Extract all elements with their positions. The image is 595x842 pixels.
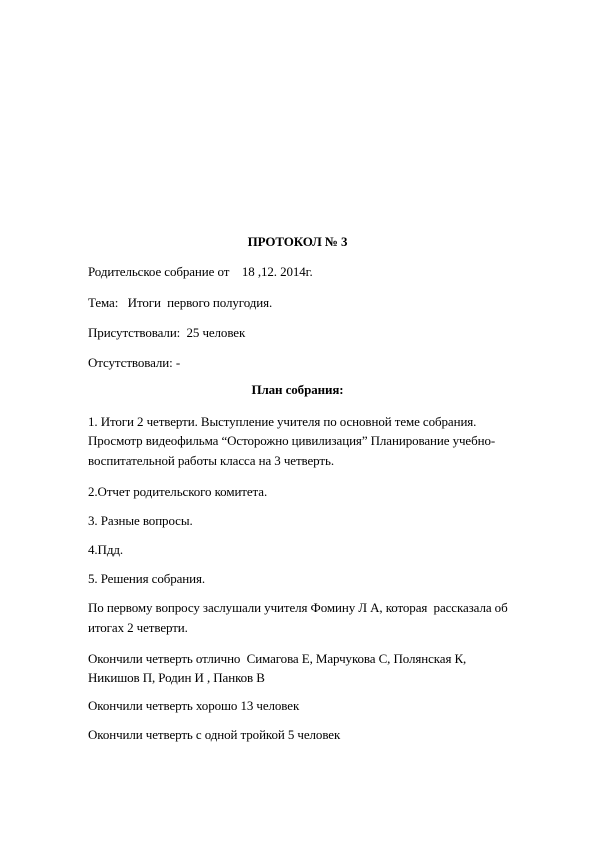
discussion-first-question-line-2: итогах 2 четверти.	[88, 620, 188, 635]
meeting-theme-line: Тема: Итоги первого полугодия.	[88, 295, 273, 310]
plan-item-5: 5. Решения собрания.	[88, 571, 206, 586]
excellent-students-line-1: Окончили четверть отлично Симагова Е, Марчукова С, Полянская К,	[88, 651, 467, 666]
plan-item-1-line-1: 1. Итоги 2 четверти. Выступление учителя по основной теме собрания.	[88, 414, 477, 429]
plan-item-4: 4.Пдд.	[88, 542, 124, 557]
plan-item-3: 3. Разные вопросы.	[88, 513, 193, 528]
attendance-present-line: Присутствовали: 25 человек	[88, 325, 246, 340]
plan-heading: План собрания:	[251, 382, 344, 397]
attendance-absent-line: Отсутствовали: -	[88, 355, 181, 370]
plan-item-1-line-3: воспитательной работы класса на 3 четверть.	[88, 453, 334, 468]
excellent-students-line-2: Никишов П, Родин И , Панков В	[88, 670, 265, 685]
discussion-first-question-line-1: По первому вопросу заслушали учителя Фомину Л А, которая рассказала об	[88, 600, 508, 615]
meeting-date-line: Родительское собрание от 18 ,12. 2014г.	[88, 264, 313, 279]
plan-item-1-line-2: Просмотр видеофильма “Осторожно цивилизация” Планирование учебно-	[88, 433, 496, 448]
plan-item-2: 2.Отчет родительского комитета.	[88, 484, 268, 499]
one-three-students-line: Окончили четверть с одной тройкой 5 человек	[88, 727, 341, 742]
protocol-title: ПРОТОКОЛ № 3	[247, 234, 348, 249]
good-students-line: Окончили четверть хорошо 13 человек	[88, 698, 300, 713]
